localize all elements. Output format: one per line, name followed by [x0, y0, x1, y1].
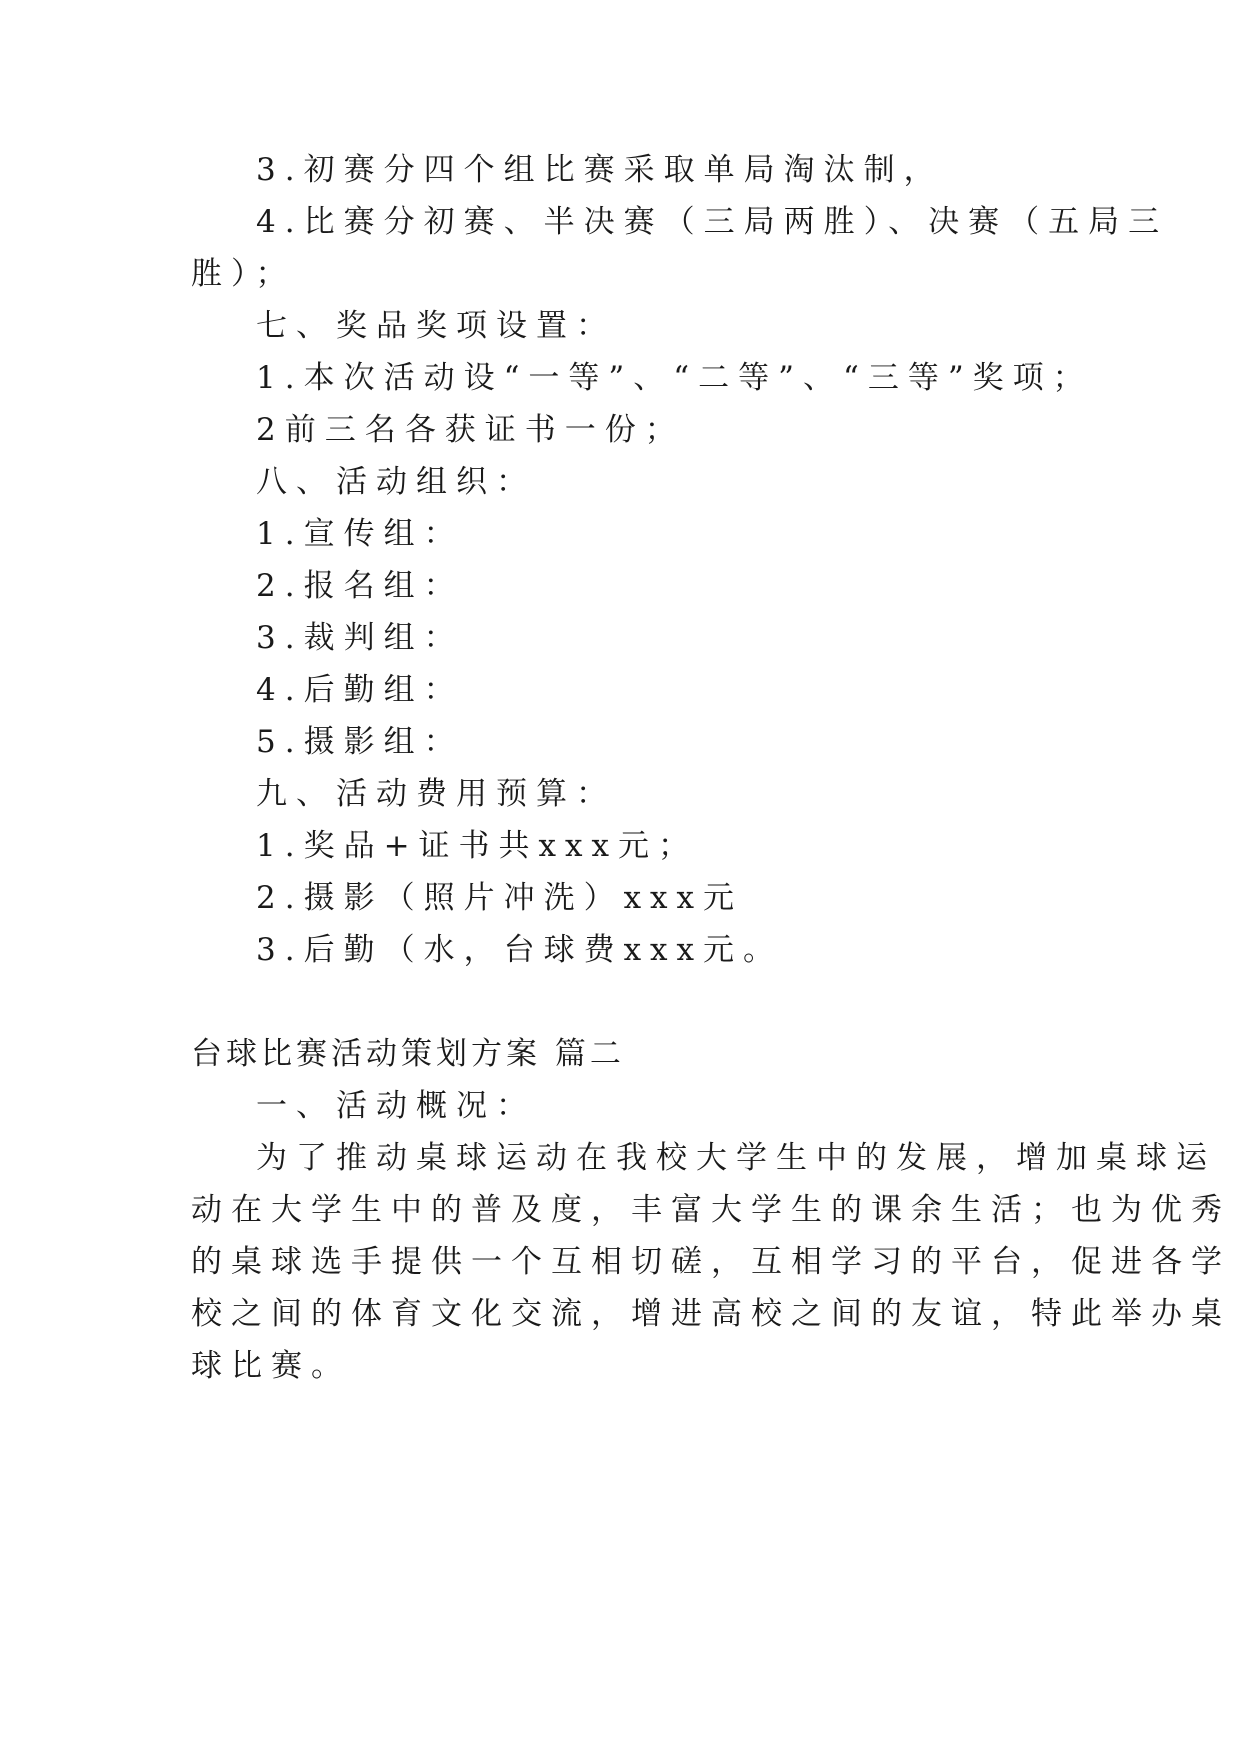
section-heading: 七、奖品奖项设置： [256, 308, 616, 344]
paragraph-line: 的桌球选手提供一个互相切磋，互相学习的平台，促进各学 [191, 1244, 1231, 1280]
paragraph-line: 3.初赛分四个组比赛采取单局淘汰制， [256, 152, 944, 188]
paragraph-line: 为了推动桌球运动在我校大学生中的发展，增加桌球运 [256, 1140, 1216, 1176]
paragraph-line: 4.比赛分初赛、半决赛（三局两胜）、决赛（五局三 [256, 204, 1169, 240]
section-heading: 八、活动组织： [256, 464, 536, 500]
list-item: 2.报名组： [256, 568, 464, 604]
paragraph-line: 2前三名各获证书一份； [256, 412, 685, 448]
list-item: 5.摄影组： [256, 724, 464, 760]
list-item: 1.奖品+证书共xxx元； [256, 828, 698, 864]
paragraph-line: 动在大学生中的普及度，丰富大学生的课余生活；也为优秀 [191, 1192, 1231, 1228]
section-heading: 九、活动费用预算： [256, 776, 616, 812]
section-heading: 一、活动概况： [256, 1088, 536, 1124]
paragraph-line: 胜）； [191, 256, 296, 292]
paragraph-line: 1.本次活动设“一等”、“二等”、“三等”奖项； [256, 360, 1093, 396]
paragraph-line: 校之间的体育文化交流，增进高校之间的友谊，特此举办桌 [191, 1296, 1231, 1332]
list-item: 3.后勤（水，台球费xxx元。 [256, 932, 784, 968]
list-item: 1.宣传组： [256, 516, 464, 552]
list-item: 2.摄影（照片冲洗）xxx元 [256, 880, 744, 916]
paragraph-line: 球比赛。 [191, 1348, 351, 1384]
list-item: 4.后勤组： [256, 672, 464, 708]
list-item: 3.裁判组： [256, 620, 464, 656]
section-title: 台球比赛活动策划方案 篇二 [191, 1036, 625, 1072]
